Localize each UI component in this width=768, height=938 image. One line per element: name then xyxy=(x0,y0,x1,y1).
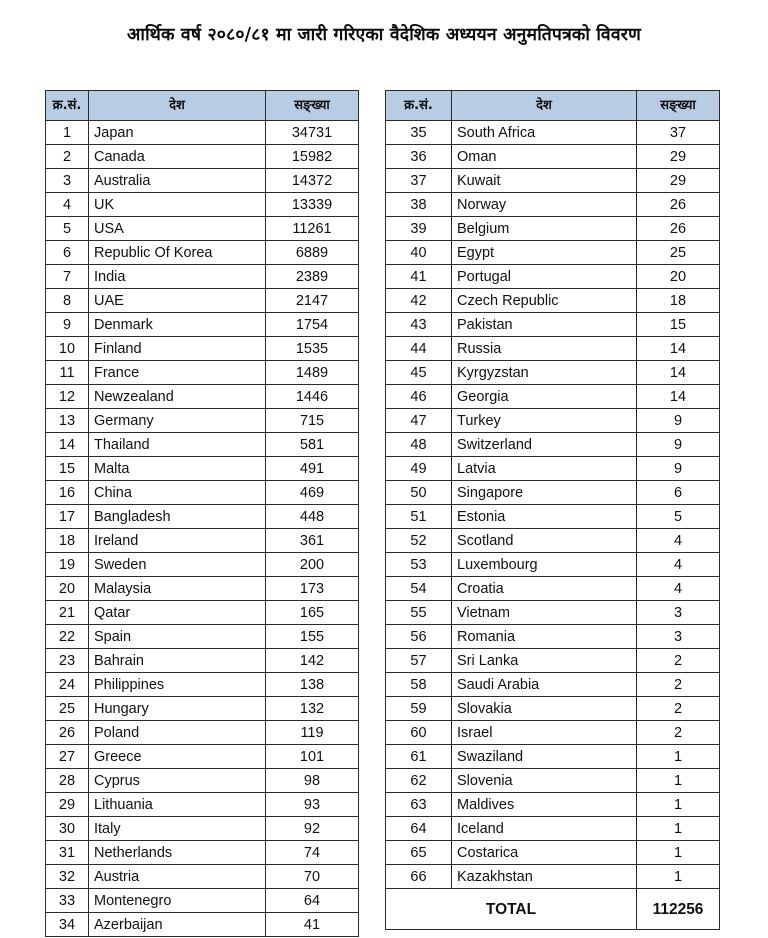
cell-serial: 51 xyxy=(386,505,452,529)
table-row xyxy=(46,577,359,601)
table-row xyxy=(46,217,359,241)
cell-serial: 35 xyxy=(386,121,452,145)
cell-country: Australia xyxy=(89,169,266,193)
cell-serial: 6 xyxy=(46,241,89,265)
cell-count: 4 xyxy=(637,529,720,553)
cell-count: 13339 xyxy=(266,193,359,217)
cell-serial: 34 xyxy=(46,913,89,937)
cell-count: 1 xyxy=(637,745,720,769)
table-row xyxy=(46,697,359,721)
cell-serial: 11 xyxy=(46,361,89,385)
column-header-country: देश xyxy=(452,91,637,121)
cell-country: Republic Of Korea xyxy=(89,241,266,265)
table-row xyxy=(46,625,359,649)
cell-count: 26 xyxy=(637,217,720,241)
table-header-row xyxy=(46,91,359,121)
table-header-right xyxy=(386,91,720,121)
cell-serial: 47 xyxy=(386,409,452,433)
table-row xyxy=(46,721,359,745)
cell-count: 20 xyxy=(637,265,720,289)
cell-count: 1446 xyxy=(266,385,359,409)
cell-country: Luxembourg xyxy=(452,553,637,577)
cell-count: 2147 xyxy=(266,289,359,313)
table-row xyxy=(46,145,359,169)
table-row xyxy=(386,289,720,313)
cell-serial: 4 xyxy=(46,193,89,217)
cell-country: South Africa xyxy=(452,121,637,145)
cell-count: 361 xyxy=(266,529,359,553)
cell-country: Netherlands xyxy=(89,841,266,865)
table-row xyxy=(386,217,720,241)
cell-count: 4 xyxy=(637,553,720,577)
cell-count: 3 xyxy=(637,601,720,625)
cell-country: Italy xyxy=(89,817,266,841)
table-row xyxy=(46,313,359,337)
cell-serial: 13 xyxy=(46,409,89,433)
table-row xyxy=(46,241,359,265)
cell-country: Thailand xyxy=(89,433,266,457)
table-row xyxy=(386,433,720,457)
cell-country: Qatar xyxy=(89,601,266,625)
table-row xyxy=(386,313,720,337)
cell-country: Ireland xyxy=(89,529,266,553)
table-left-container xyxy=(45,90,358,937)
table-row xyxy=(386,505,720,529)
cell-serial: 27 xyxy=(46,745,89,769)
cell-serial: 20 xyxy=(46,577,89,601)
cell-count: 14 xyxy=(637,337,720,361)
table-row xyxy=(386,745,720,769)
cell-country: Azerbaijan xyxy=(89,913,266,937)
cell-serial: 63 xyxy=(386,793,452,817)
cell-serial: 10 xyxy=(46,337,89,361)
cell-country: Spain xyxy=(89,625,266,649)
cell-count: 6 xyxy=(637,481,720,505)
cell-count: 25 xyxy=(637,241,720,265)
cell-serial: 9 xyxy=(46,313,89,337)
cell-count: 15 xyxy=(637,313,720,337)
cell-count: 469 xyxy=(266,481,359,505)
cell-count: 11261 xyxy=(266,217,359,241)
cell-serial: 58 xyxy=(386,673,452,697)
table-row xyxy=(46,769,359,793)
cell-country: Sweden xyxy=(89,553,266,577)
cell-serial: 50 xyxy=(386,481,452,505)
cell-serial: 48 xyxy=(386,433,452,457)
cell-serial: 7 xyxy=(46,265,89,289)
cell-country: USA xyxy=(89,217,266,241)
table-row xyxy=(46,193,359,217)
table-row xyxy=(386,793,720,817)
cell-count: 1 xyxy=(637,769,720,793)
table-row xyxy=(46,745,359,769)
cell-count: 14 xyxy=(637,385,720,409)
table-body-left xyxy=(46,121,359,937)
table-body-right xyxy=(386,121,720,889)
table-row xyxy=(386,673,720,697)
cell-count: 1 xyxy=(637,817,720,841)
cell-country: Estonia xyxy=(452,505,637,529)
cell-serial: 14 xyxy=(46,433,89,457)
cell-country: France xyxy=(89,361,266,385)
cell-serial: 46 xyxy=(386,385,452,409)
cell-country: Norway xyxy=(452,193,637,217)
cell-country: UAE xyxy=(89,289,266,313)
cell-count: 1489 xyxy=(266,361,359,385)
cell-serial: 5 xyxy=(46,217,89,241)
cell-country: Bahrain xyxy=(89,649,266,673)
cell-country: Newzealand xyxy=(89,385,266,409)
cell-count: 9 xyxy=(637,409,720,433)
table-row xyxy=(46,841,359,865)
cell-count: 155 xyxy=(266,625,359,649)
cell-count: 9 xyxy=(637,433,720,457)
cell-count: 34731 xyxy=(266,121,359,145)
cell-count: 101 xyxy=(266,745,359,769)
cell-serial: 62 xyxy=(386,769,452,793)
cell-count: 9 xyxy=(637,457,720,481)
cell-country: Pakistan xyxy=(452,313,637,337)
country-permits-table-part2 xyxy=(385,90,720,930)
cell-country: Czech Republic xyxy=(452,289,637,313)
cell-country: UK xyxy=(89,193,266,217)
cell-serial: 57 xyxy=(386,649,452,673)
table-row xyxy=(46,361,359,385)
table-row xyxy=(46,505,359,529)
table-row xyxy=(46,433,359,457)
cell-country: Israel xyxy=(452,721,637,745)
cell-count: 37 xyxy=(637,121,720,145)
table-row xyxy=(386,649,720,673)
cell-count: 173 xyxy=(266,577,359,601)
table-row xyxy=(46,265,359,289)
cell-serial: 12 xyxy=(46,385,89,409)
cell-country: Russia xyxy=(452,337,637,361)
cell-country: Georgia xyxy=(452,385,637,409)
cell-serial: 53 xyxy=(386,553,452,577)
cell-country: Malaysia xyxy=(89,577,266,601)
cell-country: Bangladesh xyxy=(89,505,266,529)
cell-country: India xyxy=(89,265,266,289)
cell-serial: 61 xyxy=(386,745,452,769)
table-row xyxy=(386,529,720,553)
cell-count: 74 xyxy=(266,841,359,865)
cell-serial: 28 xyxy=(46,769,89,793)
table-row xyxy=(46,481,359,505)
table-row xyxy=(386,457,720,481)
cell-count: 2 xyxy=(637,673,720,697)
cell-serial: 64 xyxy=(386,817,452,841)
table-row xyxy=(46,121,359,145)
cell-country: Japan xyxy=(89,121,266,145)
cell-serial: 31 xyxy=(46,841,89,865)
column-header-country: देश xyxy=(89,91,266,121)
cell-serial: 40 xyxy=(386,241,452,265)
cell-count: 448 xyxy=(266,505,359,529)
cell-country: Oman xyxy=(452,145,637,169)
table-row xyxy=(386,769,720,793)
cell-serial: 42 xyxy=(386,289,452,313)
table-row xyxy=(46,601,359,625)
cell-serial: 38 xyxy=(386,193,452,217)
table-footer-total xyxy=(386,889,720,930)
table-row xyxy=(46,385,359,409)
cell-count: 1535 xyxy=(266,337,359,361)
cell-count: 3 xyxy=(637,625,720,649)
cell-country: Hungary xyxy=(89,697,266,721)
cell-serial: 3 xyxy=(46,169,89,193)
cell-serial: 21 xyxy=(46,601,89,625)
table-row xyxy=(386,721,720,745)
total-value: 112256 xyxy=(637,889,720,930)
page-title: आर्थिक वर्ष २०८०/८१ मा जारी गरिएका वैदेशिक अध्ययन अनुमतिपत्रको विवरण xyxy=(127,25,641,45)
cell-count: 14 xyxy=(637,361,720,385)
cell-serial: 54 xyxy=(386,577,452,601)
cell-count: 15982 xyxy=(266,145,359,169)
table-row xyxy=(386,865,720,889)
table-row xyxy=(386,169,720,193)
cell-serial: 49 xyxy=(386,457,452,481)
cell-count: 2 xyxy=(637,721,720,745)
cell-count: 64 xyxy=(266,889,359,913)
column-header-count: सङ्ख्या xyxy=(637,91,720,121)
table-header-left xyxy=(46,91,359,121)
cell-count: 98 xyxy=(266,769,359,793)
cell-count: 491 xyxy=(266,457,359,481)
cell-serial: 24 xyxy=(46,673,89,697)
cell-serial: 41 xyxy=(386,265,452,289)
cell-count: 200 xyxy=(266,553,359,577)
cell-count: 715 xyxy=(266,409,359,433)
cell-country: Turkey xyxy=(452,409,637,433)
cell-count: 6889 xyxy=(266,241,359,265)
cell-serial: 56 xyxy=(386,625,452,649)
cell-country: Austria xyxy=(89,865,266,889)
cell-serial: 25 xyxy=(46,697,89,721)
cell-count: 165 xyxy=(266,601,359,625)
cell-country: China xyxy=(89,481,266,505)
cell-serial: 37 xyxy=(386,169,452,193)
table-row xyxy=(386,577,720,601)
cell-serial: 66 xyxy=(386,865,452,889)
cell-country: Vietnam xyxy=(452,601,637,625)
cell-country: Iceland xyxy=(452,817,637,841)
table-row xyxy=(46,673,359,697)
cell-country: Poland xyxy=(89,721,266,745)
table-row xyxy=(386,121,720,145)
cell-serial: 29 xyxy=(46,793,89,817)
cell-serial: 39 xyxy=(386,217,452,241)
table-header-row xyxy=(386,91,720,121)
table-right-container xyxy=(385,90,719,930)
cell-serial: 36 xyxy=(386,145,452,169)
table-row xyxy=(386,817,720,841)
cell-country: Sri Lanka xyxy=(452,649,637,673)
cell-country: Latvia xyxy=(452,457,637,481)
cell-country: Romania xyxy=(452,625,637,649)
cell-serial: 59 xyxy=(386,697,452,721)
cell-serial: 45 xyxy=(386,361,452,385)
cell-count: 2 xyxy=(637,649,720,673)
cell-serial: 17 xyxy=(46,505,89,529)
table-row xyxy=(386,265,720,289)
cell-serial: 8 xyxy=(46,289,89,313)
cell-serial: 43 xyxy=(386,313,452,337)
cell-count: 119 xyxy=(266,721,359,745)
cell-count: 1 xyxy=(637,841,720,865)
cell-country: Germany xyxy=(89,409,266,433)
cell-count: 2389 xyxy=(266,265,359,289)
cell-serial: 23 xyxy=(46,649,89,673)
table-row xyxy=(386,385,720,409)
cell-count: 5 xyxy=(637,505,720,529)
cell-country: Portugal xyxy=(452,265,637,289)
cell-count: 4 xyxy=(637,577,720,601)
cell-serial: 33 xyxy=(46,889,89,913)
cell-country: Costarica xyxy=(452,841,637,865)
table-row xyxy=(386,553,720,577)
cell-country: Slovenia xyxy=(452,769,637,793)
table-row xyxy=(386,409,720,433)
table-row xyxy=(46,793,359,817)
table-row xyxy=(46,169,359,193)
cell-country: Switzerland xyxy=(452,433,637,457)
cell-country: Saudi Arabia xyxy=(452,673,637,697)
cell-count: 1 xyxy=(637,865,720,889)
cell-country: Singapore xyxy=(452,481,637,505)
cell-serial: 44 xyxy=(386,337,452,361)
cell-serial: 52 xyxy=(386,529,452,553)
cell-country: Malta xyxy=(89,457,266,481)
cell-country: Denmark xyxy=(89,313,266,337)
cell-serial: 55 xyxy=(386,601,452,625)
cell-count: 92 xyxy=(266,817,359,841)
table-row xyxy=(386,361,720,385)
cell-count: 132 xyxy=(266,697,359,721)
cell-serial: 19 xyxy=(46,553,89,577)
cell-country: Finland xyxy=(89,337,266,361)
table-row xyxy=(46,457,359,481)
table-row xyxy=(386,481,720,505)
cell-country: Lithuania xyxy=(89,793,266,817)
cell-country: Kyrgyzstan xyxy=(452,361,637,385)
cell-country: Kuwait xyxy=(452,169,637,193)
table-row xyxy=(386,841,720,865)
table-row xyxy=(46,289,359,313)
cell-count: 2 xyxy=(637,697,720,721)
table-row xyxy=(386,697,720,721)
total-label: TOTAL xyxy=(386,889,637,930)
table-row xyxy=(46,865,359,889)
cell-serial: 15 xyxy=(46,457,89,481)
cell-serial: 18 xyxy=(46,529,89,553)
table-row xyxy=(46,337,359,361)
cell-serial: 32 xyxy=(46,865,89,889)
table-row xyxy=(46,409,359,433)
table-row xyxy=(386,145,720,169)
column-header-serial: क्र.सं. xyxy=(46,91,89,121)
cell-count: 581 xyxy=(266,433,359,457)
table-row xyxy=(386,625,720,649)
cell-country: Canada xyxy=(89,145,266,169)
cell-count: 93 xyxy=(266,793,359,817)
cell-country: Cyprus xyxy=(89,769,266,793)
cell-count: 142 xyxy=(266,649,359,673)
cell-count: 29 xyxy=(637,169,720,193)
cell-count: 1 xyxy=(637,793,720,817)
cell-serial: 2 xyxy=(46,145,89,169)
cell-count: 14372 xyxy=(266,169,359,193)
cell-country: Kazakhstan xyxy=(452,865,637,889)
cell-count: 41 xyxy=(266,913,359,937)
cell-count: 18 xyxy=(637,289,720,313)
cell-country: Montenegro xyxy=(89,889,266,913)
table-row xyxy=(386,193,720,217)
cell-count: 29 xyxy=(637,145,720,169)
cell-count: 70 xyxy=(266,865,359,889)
cell-serial: 60 xyxy=(386,721,452,745)
cell-serial: 65 xyxy=(386,841,452,865)
table-row xyxy=(46,889,359,913)
cell-country: Croatia xyxy=(452,577,637,601)
table-row xyxy=(386,241,720,265)
cell-country: Scotland xyxy=(452,529,637,553)
total-row xyxy=(386,889,720,930)
table-row xyxy=(386,601,720,625)
cell-count: 26 xyxy=(637,193,720,217)
column-header-serial: क्र.सं. xyxy=(386,91,452,121)
cell-country: Philippines xyxy=(89,673,266,697)
cell-count: 1754 xyxy=(266,313,359,337)
table-row xyxy=(46,529,359,553)
cell-country: Greece xyxy=(89,745,266,769)
cell-serial: 30 xyxy=(46,817,89,841)
cell-count: 138 xyxy=(266,673,359,697)
cell-country: Belgium xyxy=(452,217,637,241)
table-row xyxy=(46,913,359,937)
cell-serial: 22 xyxy=(46,625,89,649)
table-row xyxy=(46,649,359,673)
country-permits-table-part1 xyxy=(45,90,359,937)
cell-country: Swaziland xyxy=(452,745,637,769)
cell-country: Egypt xyxy=(452,241,637,265)
cell-serial: 1 xyxy=(46,121,89,145)
table-row xyxy=(46,817,359,841)
column-header-count: सङ्ख्या xyxy=(266,91,359,121)
cell-country: Maldives xyxy=(452,793,637,817)
table-row xyxy=(386,337,720,361)
cell-serial: 16 xyxy=(46,481,89,505)
cell-serial: 26 xyxy=(46,721,89,745)
table-row xyxy=(46,553,359,577)
cell-country: Slovakia xyxy=(452,697,637,721)
